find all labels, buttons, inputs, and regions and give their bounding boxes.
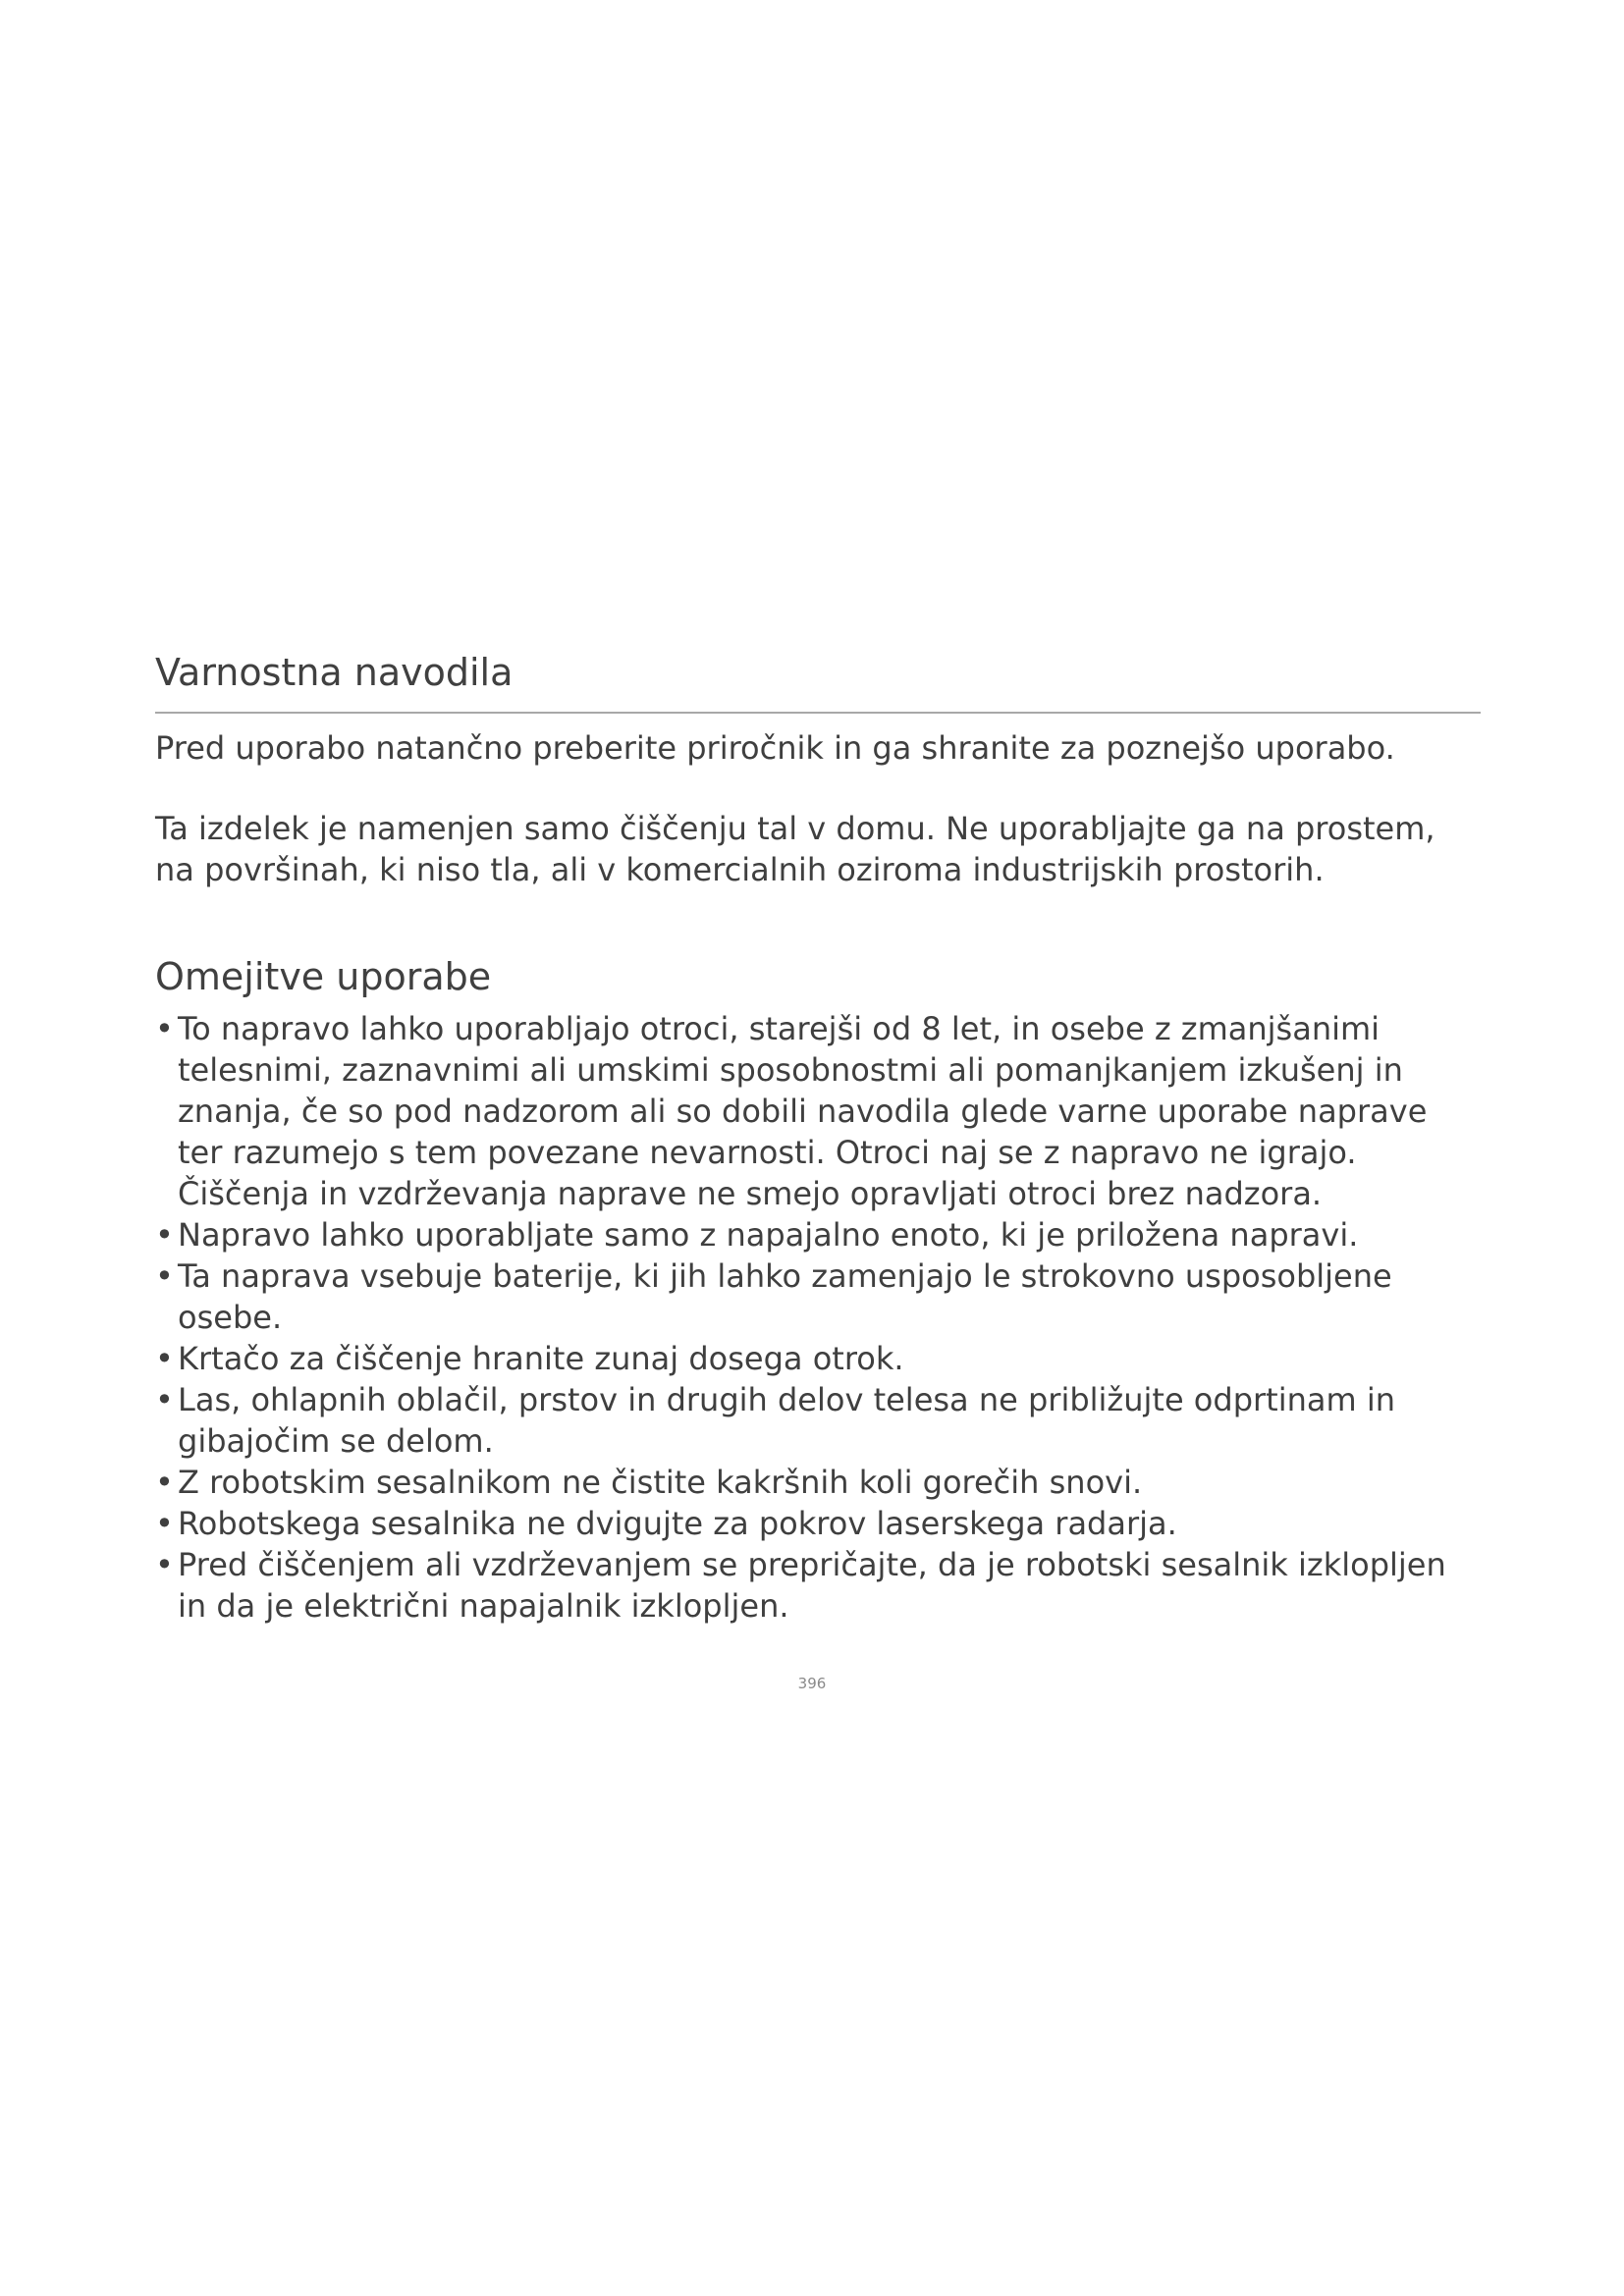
list-item-text: To napravo lahko uporabljajo otroci, starejši od 8 let, in osebe z zmanjšanimi telesnimi, zaznavnimi ali umskimi sposobnostmi ali pomanjkanjem izkušenj in znanja, če so pod nadzorom ali so dobili navodila glede varne uporabe naprave ter razumejo s tem povezane nevarnosti. Otroci naj se z napravo ne igrajo. Čiščenja in vzdrževanja naprave ne smejo opravljati otroci brez nadzora. (178, 1010, 1428, 1212)
paragraph-intended-use: Ta izdelek je namenjen samo čiščenju tal v domu. Ne uporabljajte ga na prostem, na površinah, ki niso tla, ali v komercialnih oziroma industrijskih prostorih. (155, 810, 1435, 888)
bullet-icon: • (155, 1010, 174, 1047)
list-item-text: Las, ohlapnih oblačil, prstov in drugih delov telesa ne približujte odprtinam in gibajočim se delom. (178, 1381, 1395, 1460)
document-content (155, 643, 1481, 1627)
bullet-icon: • (155, 1381, 174, 1418)
title-divider (155, 712, 1481, 714)
paragraph-read-manual: Pred uporabo natančno preberite priročnik in ga shranite za poznejšo uporabo. (155, 729, 1395, 767)
list-item (155, 1379, 1481, 1462)
list-item-text: Krtačo za čiščenje hranite zunaj dosega otrok. (178, 1340, 904, 1377)
list-item (155, 1338, 1481, 1379)
bullet-icon: • (155, 1505, 174, 1542)
list-item (155, 1503, 1481, 1544)
list-item-text: Ta naprava vsebuje baterije, ki jih lahko zamenjajo le strokovno usposobljene osebe. (178, 1257, 1392, 1336)
list-item-text: Napravo lahko uporabljate samo z napajalno enoto, ki je priložena napravi. (178, 1216, 1359, 1254)
list-item (155, 1008, 1481, 1214)
page-number: 396 (797, 1675, 827, 1692)
bullet-icon: • (155, 1340, 174, 1377)
list-item (155, 1255, 1481, 1338)
list-item (155, 1544, 1481, 1627)
bullet-icon: • (155, 1464, 174, 1501)
list-item-text: Z robotskim sesalnikom ne čistite kakršnih koli gorečih snovi. (178, 1464, 1143, 1501)
restrictions-list (155, 1008, 1481, 1627)
list-item-text: Pred čiščenjem ali vzdrževanjem se prepričajte, da je robotski sesalnik izklopljen in da je električni napajalnik izklopljen. (178, 1546, 1446, 1625)
bullet-icon: • (155, 1257, 174, 1295)
list-item-text: Robotskega sesalnika ne dvigujte za pokrov laserskega radarja. (178, 1505, 1177, 1542)
list-item (155, 1214, 1481, 1255)
section-title-usage-restrictions: Omejitve uporabe (155, 955, 492, 998)
list-item (155, 1462, 1481, 1503)
bullet-icon: • (155, 1216, 174, 1254)
section-title-safety: Varnostna navodila (155, 651, 514, 694)
bullet-icon: • (155, 1546, 174, 1583)
